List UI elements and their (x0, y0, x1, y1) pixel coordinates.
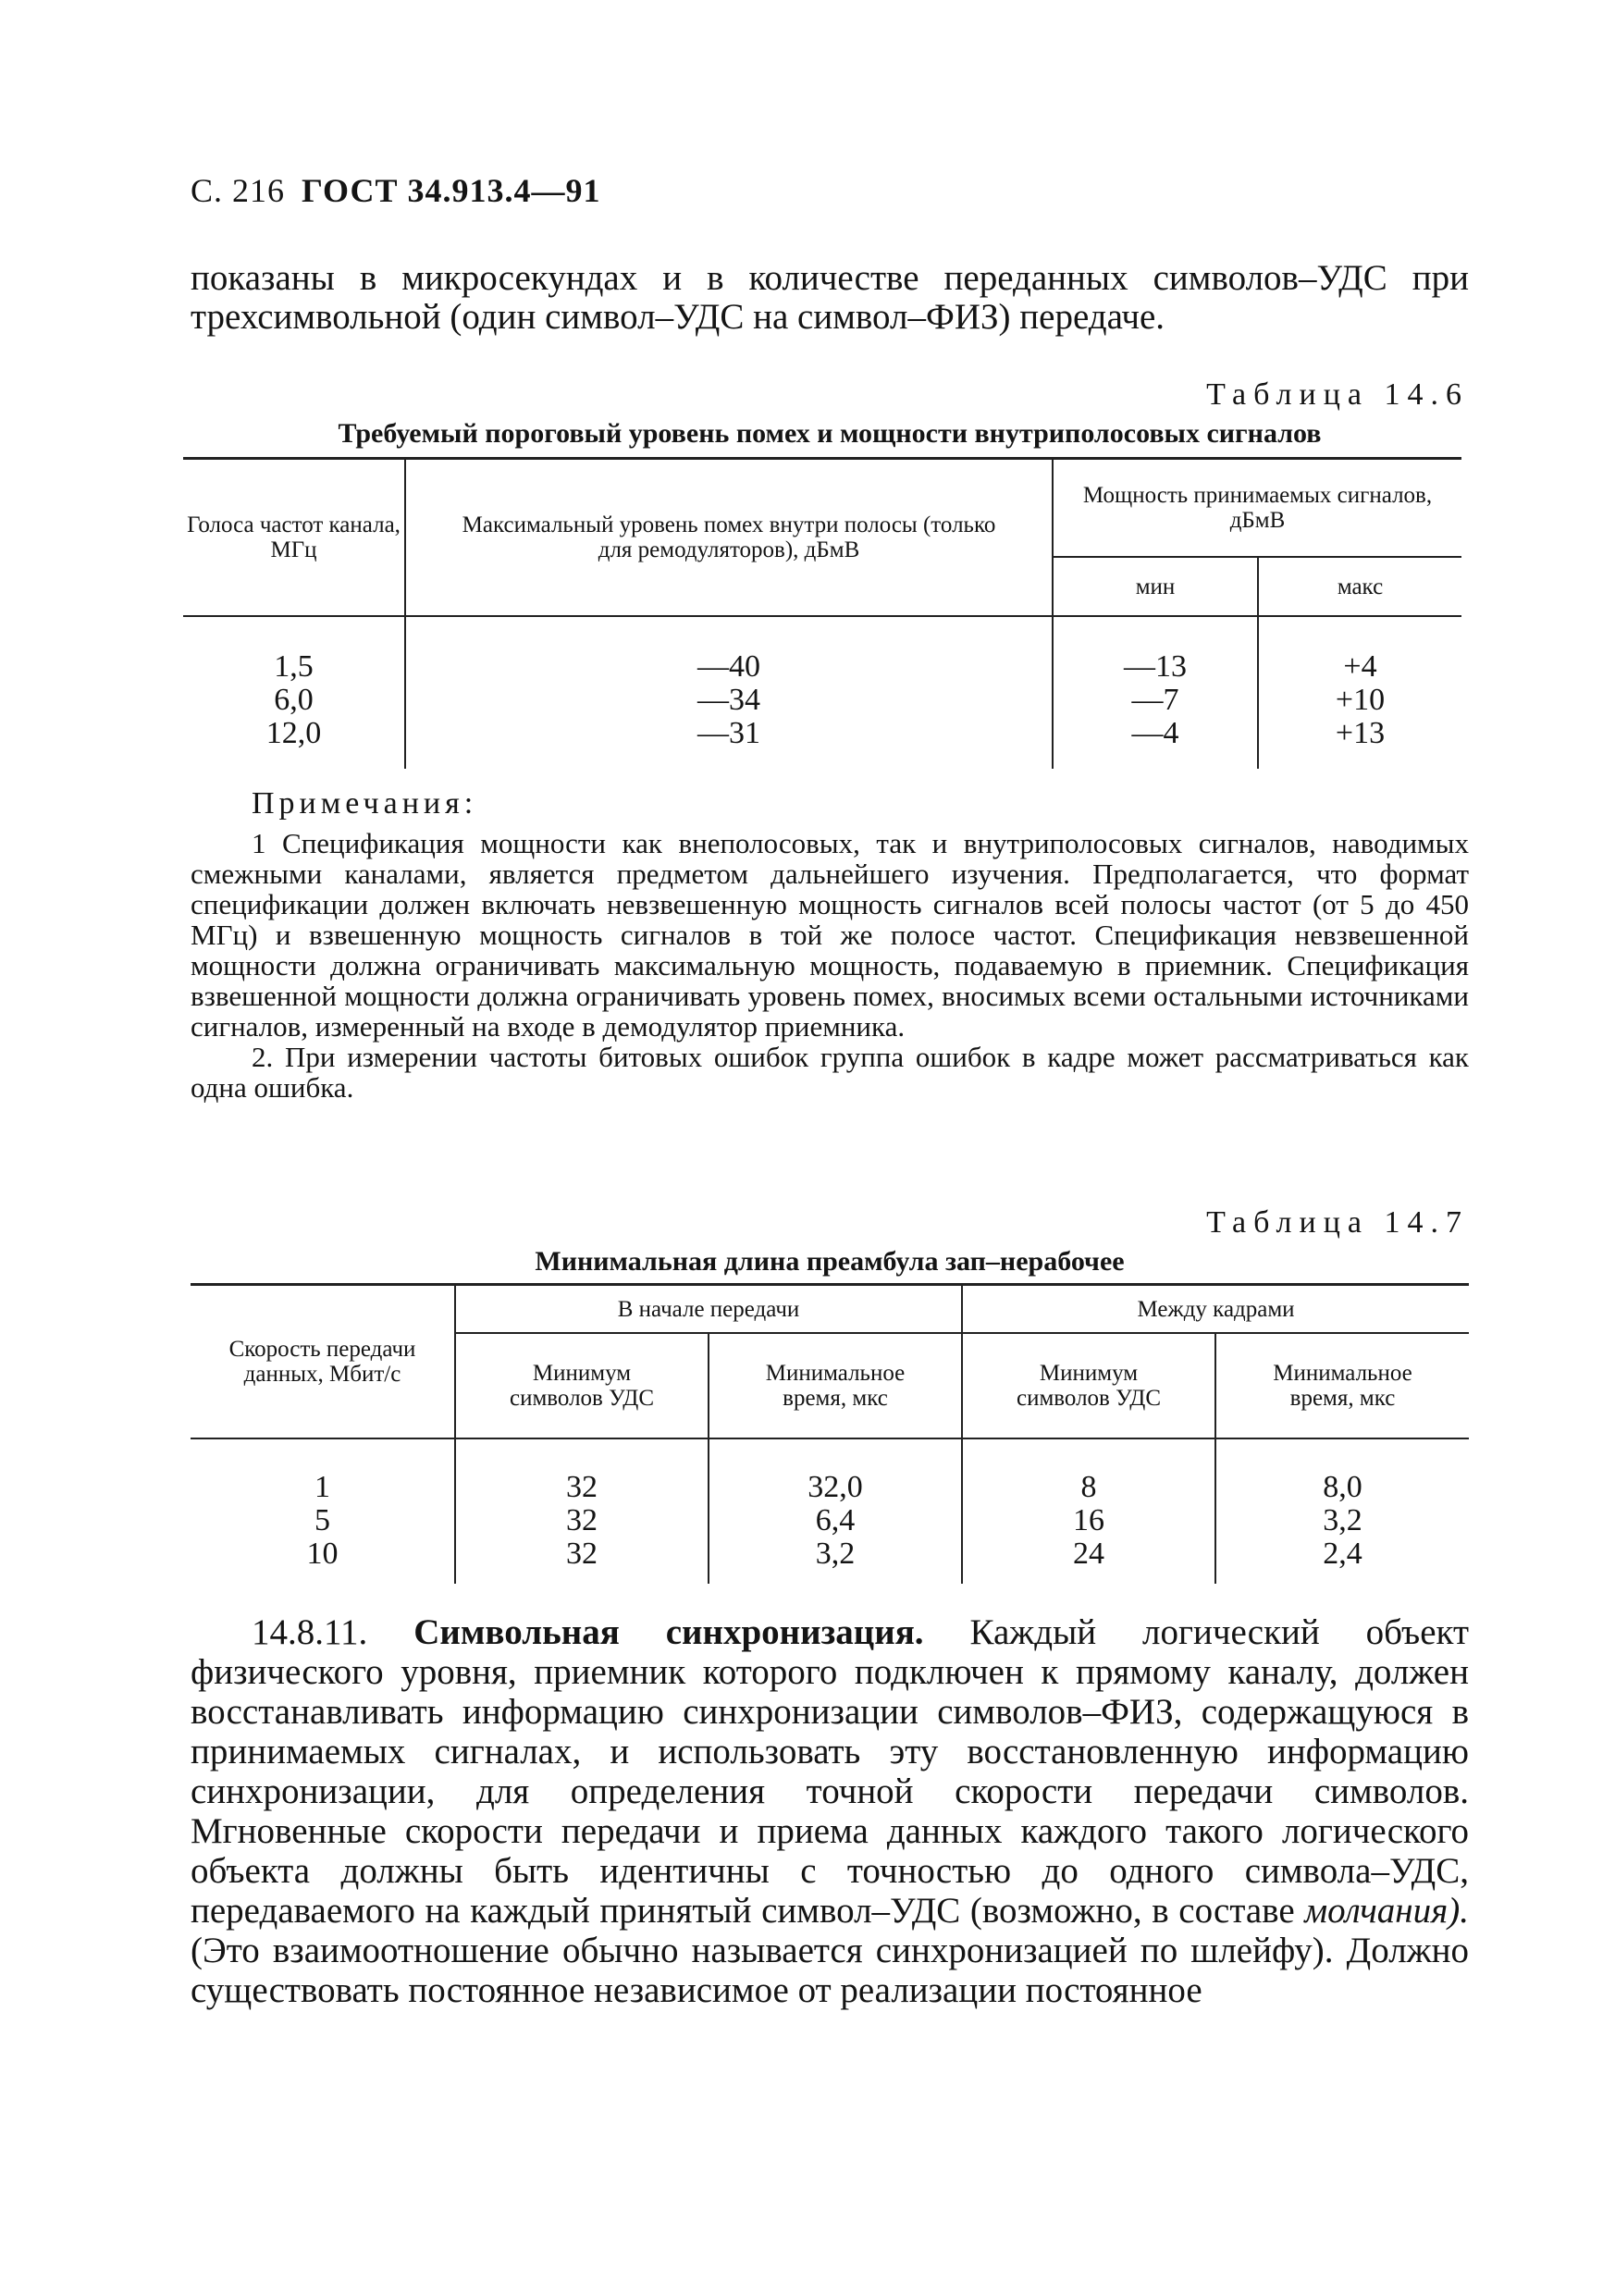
section-italic-term: молчания). (1304, 1891, 1470, 1931)
table2-cell-start-symbols: 32 (455, 1504, 709, 1537)
table1-header-channel: Голоса частот канала, МГц (183, 459, 405, 617)
notes-block (191, 828, 1469, 1103)
table2-cell-frames-time: 2,4 (1215, 1537, 1469, 1584)
table2-cell-start-symbols: 32 (455, 1537, 709, 1584)
table2-cell-frames-time: 3,2 (1215, 1504, 1469, 1537)
table2-header-min-time: Минимальное время, мкс (1215, 1333, 1469, 1438)
section-number: 14.8.11. (252, 1612, 368, 1652)
table2-header-row (191, 1285, 1469, 1334)
section-paragraph (191, 1612, 1469, 2010)
section-text-a: Каждый логический объект физического уровня, приемник которого подключен к прямому каналу, должен восстанавливать информацию синхронизации символов–ФИЗ, содержащуюся в принимаемых сигналах, и использовать эту восстановленную информацию синхронизации, для определения точной скорости передачи символов. Мгновенные скорости передачи и приема данных каждого такого логического объекта должны быть идентичны с точностью до одного символа–УДС, передаваемого на каждый принятый символ–УДС (возможно, в составе (191, 1612, 1470, 1931)
page-header (191, 171, 600, 210)
table-row (191, 1438, 1469, 1504)
table-row (183, 684, 1461, 717)
table1-cell-min: —13 (1053, 616, 1258, 684)
table1-cell-min: —7 (1053, 684, 1258, 717)
table-row (191, 1504, 1469, 1537)
table2-cell-rate: 5 (314, 1503, 330, 1537)
table2-cell-frames-time: 8,0 (1215, 1438, 1469, 1504)
page-number: С. 216 (191, 172, 286, 209)
table2-cell-start-time: 3,2 (709, 1537, 962, 1584)
table1-cell-min: —4 (1053, 717, 1258, 769)
section-14-8-11 (191, 1612, 1469, 2010)
intro-paragraph: показаны в микросекундах и в количестве переданных символов–УДС при трехсимвольной (один символ–УДС на символ–ФИЗ) передаче. (191, 258, 1469, 337)
table1-caption: Таблица 14.6 (1206, 377, 1469, 412)
table2-header-min-symbols: Минимум символов УДС (962, 1333, 1215, 1438)
table1-cell-freq: 12,0 (265, 716, 322, 750)
table1-cell-noise: —31 (405, 717, 1053, 769)
table2-cell-frames-symbols: 24 (962, 1537, 1215, 1584)
table2-cell-frames-symbols: 8 (962, 1438, 1215, 1504)
table2-header-rate: Скорость передачи данных, Мбит/с (191, 1285, 455, 1439)
table2-cell-frames-symbols: 16 (962, 1504, 1215, 1537)
table2-caption: Таблица 14.7 (1206, 1205, 1469, 1240)
table1-header-power: Мощность принимаемых сигналов, дБмВ (1053, 459, 1461, 558)
section-heading: Символьная синхронизация. (413, 1612, 924, 1652)
table1-cell-max: +4 (1258, 616, 1461, 684)
table2-cell-start-time: 32,0 (709, 1438, 962, 1504)
table2-cell-rate: 10 (306, 1537, 339, 1571)
table1-cell-freq: 1,5 (274, 649, 314, 684)
table1-header-row (183, 459, 1461, 558)
table2-title: Минимальная длина преамбула зап–нерабочее (535, 1246, 1125, 1277)
table-row (191, 1537, 1469, 1584)
table2-header-min-time: Минимальное время, мкс (709, 1333, 962, 1438)
standard-number: ГОСТ 34.913.4—91 (302, 172, 601, 209)
table1-header-max: макс (1258, 557, 1461, 616)
table2-header-group-start: В начале передачи (455, 1285, 962, 1334)
table1-cell-max: +10 (1258, 684, 1461, 717)
table1-cell-noise: —40 (405, 616, 1053, 684)
table2-cell-start-time: 6,4 (709, 1504, 962, 1537)
table1 (183, 457, 1461, 769)
section-text-b: (Это взаимоотношение обычно называется синхронизацией по шлейфу). Должно существовать постоянное независимое от реализации постоянное (191, 1931, 1469, 2010)
table1-title: Требуемый пороговый уровень помех и мощности внутриполосовых сигналов (338, 418, 1322, 449)
table2-header-group-frames: Между кадрами (962, 1285, 1469, 1334)
table2-header-min-symbols: Минимум символов УДС (455, 1333, 709, 1438)
table2-cell-start-symbols: 32 (455, 1438, 709, 1504)
table-row (183, 616, 1461, 684)
table1-cell-freq: 6,0 (274, 683, 314, 717)
table1-header-min: мин (1053, 557, 1258, 616)
note-item: 2. При измерении частоты битовых ошибок группа ошибок в кадре может рассматриваться как одна ошибка. (191, 1041, 1469, 1104)
table2 (191, 1283, 1469, 1584)
table1-header-noise: Максимальный уровень помех внутри полосы (только для ремодуляторов), дБмВ (405, 459, 1053, 617)
table1-cell-noise: —34 (405, 684, 1053, 717)
table1-cell-max: +13 (1258, 717, 1461, 769)
table-row (183, 717, 1461, 769)
table2-cell-rate: 1 (314, 1470, 330, 1504)
notes-title: Примечания: (252, 786, 478, 821)
note-item: 1 Спецификация мощности как внеполосовых, так и внутриполосовых сигналов, наводимых смежными каналами, является предметом дальнейшего изучения. Предполагается, что формат спецификации должен включать невзвешенную мощность сигналов всей полосы частот (от 5 до 450 МГц) и взвешенную мощность сигналов в той же полосе частот. Спецификация невзвешенной мощности должна ограничивать максимальную мощность, подаваемую в приемник. Спецификация взвешенной мощности должна ограничивать уровень помех, вносимых всеми остальными источниками сигналов, измеренный на входе в демодулятор приемника. (191, 827, 1469, 1043)
